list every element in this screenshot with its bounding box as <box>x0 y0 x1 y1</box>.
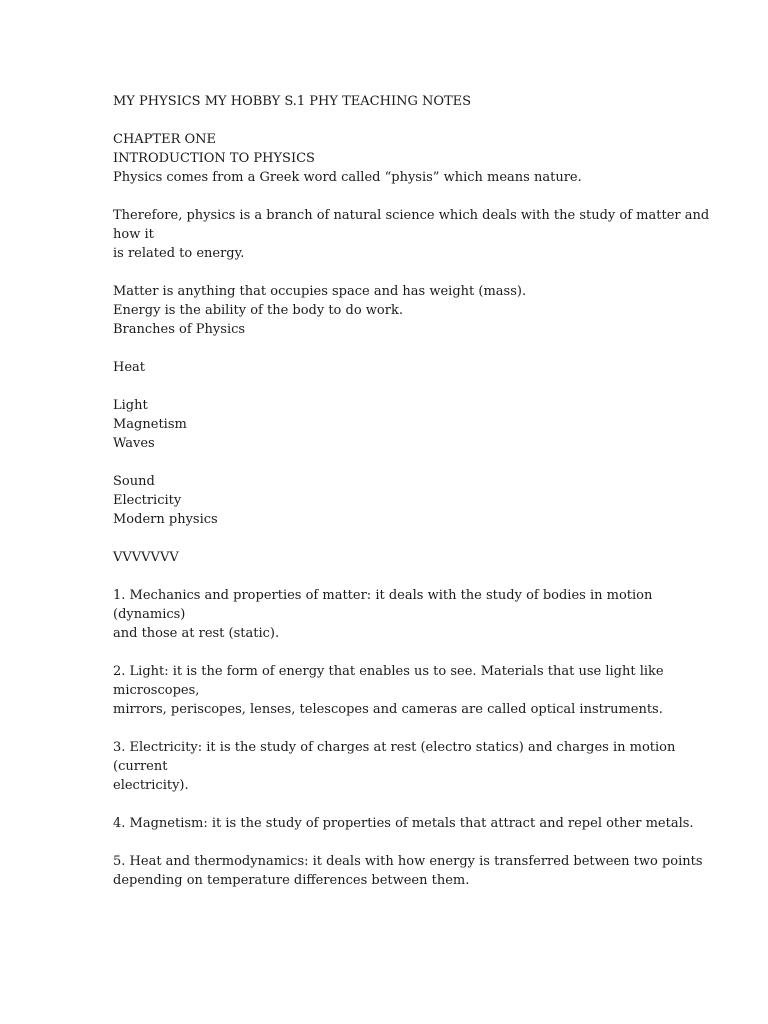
separator-text: VVVVVVV <box>113 550 179 565</box>
definition-line-2: how it <box>113 227 154 242</box>
branch-item: Waves <box>113 436 155 451</box>
spacer <box>113 377 653 396</box>
document-page <box>113 92 710 890</box>
spacer <box>113 529 653 548</box>
item-1-line-3: and those at rest (static). <box>113 626 280 641</box>
branch-item: Modern physics <box>113 512 218 527</box>
item-3-line-3: electricity). <box>113 778 189 793</box>
branch-item: Magnetism <box>113 417 187 432</box>
document-header: MY PHYSICS MY HOBBY S.1 PHY TEACHING NOTES <box>113 94 472 109</box>
spacer <box>113 453 653 472</box>
item-3-line-1: 3. Electricity: it is the study of charges at rest (electro statics) and charges in motion <box>113 740 676 755</box>
spacer <box>113 567 653 586</box>
chapter-label: CHAPTER ONE <box>113 132 217 147</box>
item-1-line-1: 1. Mechanics and properties of matter: it deals with the study of bodies in motion <box>113 588 653 603</box>
branch-item: Heat <box>113 360 146 375</box>
branch-item: Electricity <box>113 493 182 508</box>
matter-definition: Matter is anything that occupies space and has weight (mass). <box>113 284 527 299</box>
spacer <box>113 187 653 206</box>
definition-line-1: Therefore, physics is a branch of natural science which deals with the study of matter and <box>113 208 710 223</box>
spacer <box>113 719 653 738</box>
item-5-line-2: depending on temperature differences between them. <box>113 873 470 888</box>
item-1-line-2: (dynamics) <box>113 607 186 622</box>
spacer <box>113 339 653 358</box>
spacer <box>113 263 653 282</box>
spacer <box>113 795 653 814</box>
item-5-line-1: 5. Heat and thermodynamics: it deals with how energy is transferred between two points <box>113 854 703 869</box>
chapter-title: INTRODUCTION TO PHYSICS <box>113 151 315 166</box>
item-2-line-1: 2. Light: it is the form of energy that enables us to see. Materials that use light like <box>113 664 664 679</box>
item-4-line-1: 4. Magnetism: it is the study of properties of metals that attract and repel other metals. <box>113 816 694 831</box>
branch-item: Light <box>113 398 148 413</box>
spacer <box>113 643 653 662</box>
item-3-line-2: (current <box>113 759 168 774</box>
item-2-line-3: mirrors, periscopes, lenses, telescopes and cameras are called optical instruments. <box>113 702 663 717</box>
branches-heading: Branches of Physics <box>113 322 246 337</box>
energy-definition: Energy is the ability of the body to do work. <box>113 303 403 318</box>
spacer <box>113 111 653 130</box>
item-2-line-2: microscopes, <box>113 683 200 698</box>
spacer <box>113 833 653 852</box>
definition-line-3: is related to energy. <box>113 246 245 261</box>
branch-item: Sound <box>113 474 155 489</box>
intro-paragraph: Physics comes from a Greek word called “physis” which means nature. <box>113 170 582 185</box>
